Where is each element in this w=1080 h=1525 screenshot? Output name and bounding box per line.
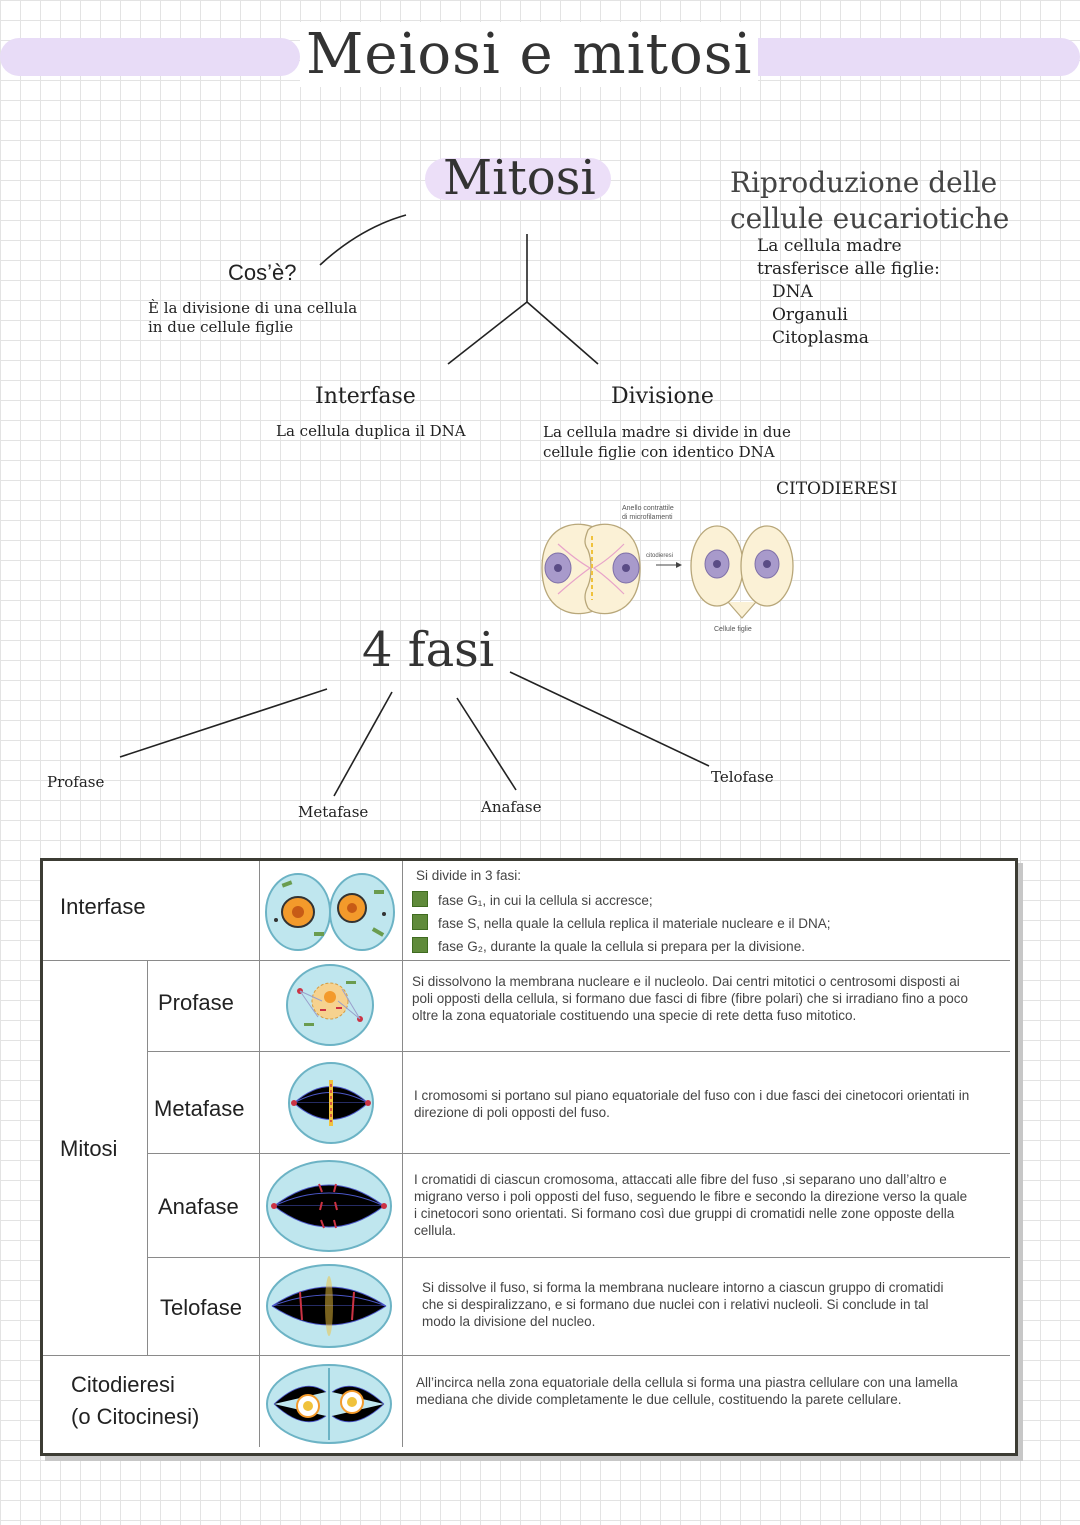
riproduzione-body-2: trasferisce alle figlie: <box>757 259 940 279</box>
row-label-profase: Profase <box>158 990 234 1015</box>
row-label-citodieresi: Citodieresi <box>71 1372 175 1397</box>
cytokinesis-diagram <box>536 500 802 640</box>
riproduzione-title-1: Riproduzione delle <box>730 166 998 199</box>
citodieresi-description: All’incirca nella zona equatoriale della cellula si forma una piastra cellulare con una lamella mediana che divide completamente le due cellule, costituendo la parete cellulare. <box>416 1375 958 1407</box>
riproduzione-item-organuli: Organuli <box>772 305 848 325</box>
interfase-bullet-s-text: fase S, nella quale la cellula replica il materiale nucleare e il DNA; <box>438 916 831 931</box>
interfase-bullet-g2-text: fase G₂, durante la quale la cellula si prepara per la divisione. <box>438 939 805 954</box>
bullet-square-icon <box>412 914 428 930</box>
telofase-cell-image <box>264 1262 394 1350</box>
riproduzione-item-citoplasma: Citoplasma <box>772 328 869 348</box>
divisione-text-2: cellule figlie con identico DNA <box>543 443 775 461</box>
table-row-divider-3 <box>147 1153 1010 1154</box>
fase-anafase: Anafase <box>481 798 542 816</box>
fase-metafase: Metafase <box>298 803 369 821</box>
interfase-cell-image <box>262 868 400 956</box>
row-label-citocinesi: (o Citocinesi) <box>71 1404 200 1429</box>
anafase-description: I cromatidi di ciascun cromosoma, attaccati alle fibre del fuso ,si separano uno dall’altro e migrano verso i poli opposti del fuso, seguendo le fibre e secondo la direzione verso la quale i cinetocori sono orientati. Si formano così due gruppi di cromatidi nelle zone opposte della cellula. <box>414 1172 968 1238</box>
telofase-description: Si dissolve il fuso, si forma la membrana nucleare intorno a ciascun gruppo di cromatidi che si despiralizzano, e si formano due nuclei con i relativi nucleoli. Si conclude in tal modo la divisione del nucleo. <box>422 1280 944 1329</box>
table-row-divider-5 <box>43 1355 1010 1356</box>
fasi-title: 4 fasi <box>362 622 495 678</box>
citodieresi-label: CITODIERESI <box>776 479 898 499</box>
riproduzione-title-2: cellule eucariotiche <box>730 202 1010 235</box>
interfase-text: La cellula duplica il DNA <box>276 422 466 440</box>
page-title: Meiosi e mitosi <box>300 22 758 87</box>
riproduzione-item-dna: DNA <box>772 282 813 302</box>
cose-text-1: È la divisione di una cellula <box>148 299 358 317</box>
cose-label: Cos’è? <box>228 260 297 285</box>
divisione-text-1: La cellula madre si divide in due <box>543 423 791 441</box>
interfase-intro: Si divide in 3 fasi: <box>416 868 522 883</box>
anello-label-1: Anello contrattile <box>622 505 674 512</box>
row-label-anafase: Anafase <box>158 1194 239 1219</box>
row-label-telofase: Telofase <box>160 1295 242 1320</box>
bullet-square-icon <box>412 891 428 907</box>
anello-label-2: di microfilamenti <box>622 514 673 521</box>
metafase-description: I cromosomi si portano sul piano equatoriale del fuso con i due fasci dei cinetocori orientati in direzione di poli opposti del fuso. <box>414 1088 970 1120</box>
table-col-divider-2 <box>402 861 403 1447</box>
mitosi-heading-text: Mitosi <box>443 150 596 206</box>
interfase-bullet-s <box>412 914 830 931</box>
profase-cell-image <box>282 961 378 1049</box>
row-label-metafase: Metafase <box>154 1096 245 1121</box>
fase-telofase: Telofase <box>711 768 774 786</box>
row-label-interfase: Interfase <box>60 894 146 919</box>
cose-text-2: in due cellule figlie <box>148 318 294 336</box>
interfase-bullet-g2 <box>412 937 805 954</box>
interfase-bullet-g1 <box>412 891 653 908</box>
table-col-divider-1 <box>259 861 260 1447</box>
anafase-cell-image <box>264 1158 394 1254</box>
riproduzione-body-1: La cellula madre <box>757 236 902 256</box>
divisione-title: Divisione <box>611 384 714 409</box>
metafase-cell-image <box>286 1060 376 1146</box>
interfase-bullet-g1-text: fase G₁, in cui la cellula si accresce; <box>438 893 653 908</box>
cellule-figlie-label: Cellule figlie <box>714 626 752 633</box>
citodieresi-cell-image <box>264 1362 394 1446</box>
row-label-mitosi: Mitosi <box>60 1136 118 1161</box>
table-row-divider-2 <box>147 1051 1010 1052</box>
table-row-divider-4 <box>147 1257 1010 1258</box>
table-col-divider-mitosi <box>147 961 148 1355</box>
table-row-divider-1 <box>43 960 1010 961</box>
fase-profase: Profase <box>47 773 105 791</box>
bullet-square-icon <box>412 937 428 953</box>
profase-description: Si dissolvono la membrana nucleare e il nucleolo. Dai centri mitotici o centrosomi disposti ai poli opposti della cellula, si formano due fasci di fibre (fibre polari) che si irradiano fino a poco oltre la zona equatoriale costituendo una specie di rete detta fuso mitotico. <box>412 974 969 1023</box>
interfase-title: Interfase <box>315 384 416 409</box>
citodieresi-arrow-label: citodieresi <box>646 553 674 559</box>
